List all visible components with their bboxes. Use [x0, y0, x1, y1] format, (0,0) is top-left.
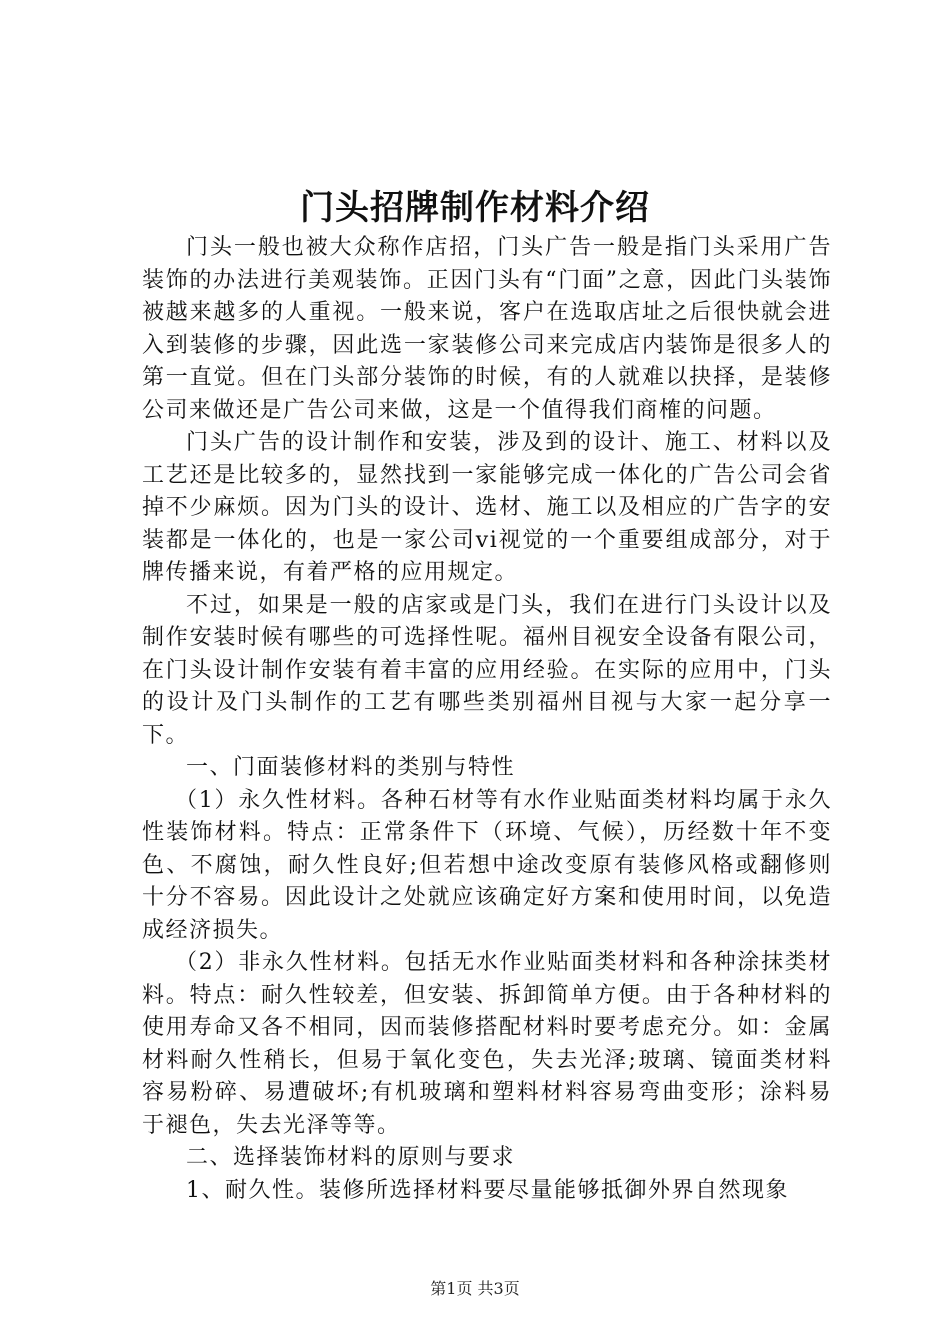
section-heading-selection-principles: 二、选择装饰材料的原则与要求: [186, 1145, 516, 1170]
paragraph-durability: 1、耐久性。装修所选择材料要尽量能够抵御外界自然现象: [186, 1177, 789, 1203]
paragraph-intro: 门头一般也被大众称作店招，门头广告一般是指门头采用广告装饰的办法进行美观装饰。正因门头有“门面”之意，因此门头装饰被越来越多的人重视。一般来说，客户在选取店址之后很快就会进入到装修的步骤，因此选一家装修公司来完成店内装饰是很多人的第一直觉。但在门头部分装饰的时候，有的人就难以抉择，是装修公司来做还是广告公司来做，这是一个值得我们商榷的问题。: [142, 235, 832, 423]
paragraph-permanent-materials: （1）永久性材料。各种石材等有水作业贴面类材料均属于永久性装饰材料。特点：正常条件下（环境、气候），历经数十年不变色、不腐蚀，耐久性良好;但若想中途改变原有装修风格或翻修则十分不容易。因此设计之处就应该确定好方案和使用时间，以免造成经济损失。: [142, 787, 832, 943]
document-title: 门头招牌制作材料介绍: [300, 188, 650, 228]
section-heading-material-types: 一、门面装修材料的类别与特性: [186, 755, 516, 780]
document-body: [142, 232, 832, 1207]
paragraph-non-permanent-materials: （2）非永久性材料。包括无水作业贴面类材料和各种涂抹类材料。特点：耐久性较差，但安装、拆卸简单方便。由于各种材料的使用寿命又各不相同，因而装修搭配材料时要考虑充分。如：金属材料耐久性稍长，但易于氧化变色，失去光泽;玻璃、镜面类材料容易粉碎、易遭破坏;有机玻璃和塑料材料容易弯曲变形；涂料易于褪色，失去光泽等等。: [142, 950, 832, 1138]
paragraph-options: 不过，如果是一般的店家或是门头，我们在进行门头设计以及制作安装时候有哪些的可选择性呢。福州目视安全设备有限公司，在门头设计制作安装有着丰富的应用经验。在实际的应用中，门头的设计及门头制作的工艺有哪些类别福州目视与大家一起分享一下。: [142, 592, 832, 748]
paragraph-design-install: 门头广告的设计制作和安装，涉及到的设计、施工、材料以及工艺还是比较多的，显然找到一家能够完成一体化的广告公司会省掉不少麻烦。因为门头的设计、选材、施工以及相应的广告字的安装都是一体化的，也是一家公司vi视觉的一个重要组成部分，对于牌传播来说，有着严格的应用规定。: [142, 430, 832, 585]
page-footer: 第1页 共3页: [430, 1279, 520, 1298]
